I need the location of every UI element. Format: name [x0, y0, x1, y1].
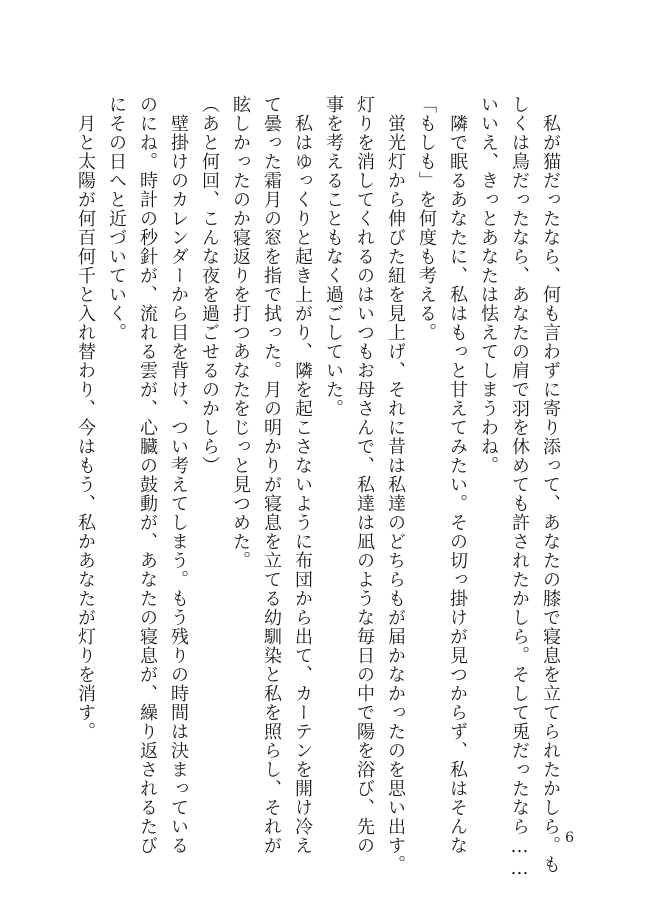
text-line: （あと何回、こんな夜を過ごせるのかしら） — [199, 95, 220, 475]
text-line: 眩しかったのか寝返りを打つあなたをじっと見つめた。 — [230, 95, 251, 570]
text-line: 月と太陽が何百何千と入れ替わり、今はもう、私かあなたが灯りを消す。 — [75, 95, 96, 741]
text-line: 事を考えることもなく過ごしていた。 — [323, 95, 344, 418]
text-line: 壁掛けのカレンダーから目を背け、つい考えてしまう。もう残りの時間は決まっている — [168, 95, 189, 855]
text-line: のにね。時計の秒針が、流れる雲が、心臓の鼓動が、あなたの寝息が、繰り返されるたび — [137, 95, 158, 855]
text-line: 私はゆっくりと起き上がり、隣を起こさないように布団から出て、カーテンを開け冷え — [292, 95, 313, 855]
text-line: いいえ、きっとあなたは怯えてしまうわね。 — [478, 95, 499, 475]
text-line: 「もしも」を何度も考える。 — [416, 95, 437, 342]
text-line: 私が猫だったなら、何も言わずに寄り添って、あなたの膝で寝息を立てられたかしら。も — [540, 95, 561, 874]
text-line: 蛍光灯から伸びた紐を見上げ、それに昔は私達のどちらもが届かなかったのを思い出す。 — [385, 95, 406, 874]
text-line: 灯りを消してくれるのはいつもお母さんで、私達は凪のような毎日の中で陽を浴び、先の — [354, 95, 375, 855]
text-line: にその日へと近づいていく。 — [106, 95, 127, 342]
page-number: 6 — [565, 830, 574, 846]
text-line: しくは鳥だったなら、あなたの肩で羽を休めても許されたかしら。そして兎だったなら…… — [509, 95, 530, 880]
text-line: て曇った霜月の窓を指で拭った。月の明かりが寝息を立てる幼馴染と私を照らし、それが — [261, 95, 282, 855]
body-text — [70, 95, 566, 880]
text-line: 隣で眠るあなたに、私はもっと甘えてみたい。その切っ掛けが見つからず、私はそんな — [447, 95, 468, 855]
